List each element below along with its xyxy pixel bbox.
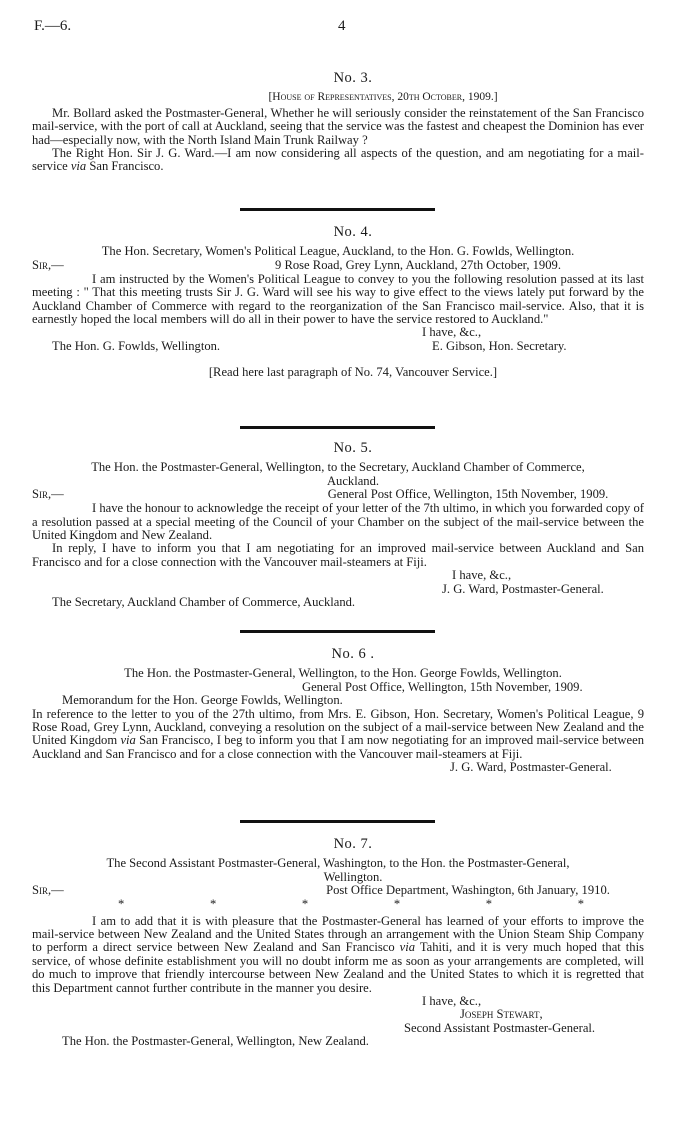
section-title: No. 5. bbox=[333, 440, 373, 456]
letter-address: The Hon. Secretary, Women's Political League, Auckland, to the Hon. G. Fowlds, Wellington. bbox=[101, 244, 575, 259]
letter-body bbox=[32, 915, 644, 995]
dateline: General Post Office, Wellington, 15th November, 1909. bbox=[302, 679, 583, 694]
letter-address-line2: Wellington. bbox=[323, 869, 383, 884]
question-paragraph: Mr. Bollard asked the Postmaster-General, Whether he will seriously consider the reinstatement of the San Francisco mail-service, with the port of call at Auckland, seeing that the service was the fastest and cheapest the Dominion has ever had—especially now, with the North Island Main Trunk Railway ? bbox=[32, 105, 644, 147]
letter-body-text-end: Tahiti, and it is very much hoped that this service, of whose definite establishment you will no doubt inform me as soon as your arrangements are completed, will do much to improve that friendly intercourse between New Zealand and the United States to which it is regretted that this Department cannot further contribute in the manner you desire. bbox=[32, 940, 645, 995]
letter-recipient: The Secretary, Auckland Chamber of Commerce, Auckland. bbox=[52, 595, 356, 610]
section-title: No. 3. bbox=[333, 70, 373, 86]
letter-body bbox=[32, 708, 644, 762]
salutation-line bbox=[32, 884, 644, 898]
section-title: No. 7. bbox=[333, 836, 373, 852]
document-code: F.—6. bbox=[34, 18, 72, 34]
star: * bbox=[118, 897, 125, 912]
section-subhead: [House of Representatives, 20th October, 1909.] bbox=[268, 91, 498, 104]
section-divider bbox=[240, 820, 435, 823]
answer-text-end: San Francisco. bbox=[86, 159, 164, 174]
letter-signer: E. Gibson, Hon. Secretary. bbox=[432, 338, 567, 353]
answer-text: The Right Hon. Sir J. G. Ward.—I am now considering all aspects of the question, and am negotiating for a mail-service bbox=[32, 146, 644, 174]
editor-note: [Read here last paragraph of No. 74, Vancouver Service.] bbox=[208, 364, 498, 379]
via-text: via bbox=[399, 940, 416, 955]
letter-paragraph: I have the honour to acknowledge the receipt of your letter of the 7th ultimo, in which you forwarded copy of a resolution passed at a special meeting of the Council of your Chamber on the subject of the mail-service between the United Kingdom and New Zealand. bbox=[32, 501, 644, 543]
letter-address: The Second Assistant Postmaster-General, Washington, to the Hon. the Postmaster-General, bbox=[106, 856, 570, 871]
letter-recipient: The Hon. the Postmaster-General, Wellington, New Zealand. bbox=[62, 1034, 369, 1049]
letter-body: I am instructed by the Women's Political League to convey to you the following resolution passed at its last meeting : " That this meeting trusts Sir J. G. Ward will see his way to give effect to the views lately put forward by the Auckland Chamber of Commerce with regard to the reorganization of the San Francisco mail-service. Also, that it is earnestly hoped the local members will do all in their power to have the service restored to Auckland." bbox=[32, 271, 644, 327]
omission-stars bbox=[32, 898, 644, 911]
letter-body-text: I am to add that it is with pleasure that the Postmaster-General has learned of your efforts to improve the mail-service between New Zealand and the United States through an arrangement with the Union Steam Ship Company to perform a direct service between New Zealand and San Francisco bbox=[32, 913, 644, 955]
via-text: via bbox=[70, 159, 87, 174]
star: * bbox=[301, 897, 309, 912]
dateline: Post Office Department, Washington, 6th January, 1910. bbox=[326, 883, 610, 898]
letter-signer-title: Second Assistant Postmaster-General. bbox=[404, 1020, 596, 1035]
dateline: General Post Office, Wellington, 15th November, 1909. bbox=[327, 487, 609, 502]
letter-signer: J. G. Ward, Postmaster-General. bbox=[442, 581, 604, 596]
section-divider bbox=[240, 426, 435, 429]
star: * bbox=[485, 897, 493, 912]
star: * bbox=[393, 897, 401, 912]
letter-close: I have, &c., bbox=[422, 325, 482, 340]
section-no-6 bbox=[32, 646, 644, 775]
memorandum-line: Memorandum for the Hon. George Fowlds, Wellington. bbox=[62, 693, 343, 708]
letter-paragraph: In reply, I have to inform you that I am negotiating for an improved mail-service between Auckland and San Francisco and for a close connection with the Vancouver mail-steamers at Fiji. bbox=[32, 541, 644, 569]
section-no-3 bbox=[32, 70, 644, 174]
star: * bbox=[577, 897, 584, 912]
answer-paragraph bbox=[32, 147, 644, 174]
salutation-line bbox=[32, 488, 644, 502]
letter-address-line2: Auckland. bbox=[326, 473, 380, 488]
dateline: 9 Rose Road, Grey Lynn, Auckland, 27th October, 1909. bbox=[275, 257, 561, 272]
letter-address: The Hon. the Postmaster-General, Wellington, to the Hon. George Fowlds, Wellington. bbox=[124, 666, 562, 681]
salutation: Sir,— bbox=[32, 883, 64, 898]
section-divider bbox=[240, 630, 435, 633]
section-title: No. 6 . bbox=[331, 646, 375, 662]
letter-close: I have, &c., bbox=[422, 994, 482, 1009]
section-divider bbox=[240, 208, 435, 211]
star: * bbox=[209, 897, 217, 912]
letter-signer: J. G. Ward, Postmaster-General. bbox=[450, 760, 612, 775]
salutation: Sir,— bbox=[32, 487, 64, 502]
section-title: No. 4. bbox=[333, 224, 373, 240]
letter-recipient: The Hon. G. Fowlds, Wellington. bbox=[52, 338, 221, 353]
page-number: 4 bbox=[338, 18, 346, 34]
salutation-line bbox=[32, 259, 644, 273]
letter-body-text-end: San Francisco, I beg to inform you that I am now negotiating for an improved mail-service between Auckland and San Francisco and for a close connection with the Vancouver mail-steamers at Fiji. bbox=[32, 733, 644, 761]
letter-close: I have, &c., bbox=[452, 568, 512, 583]
section-no-7 bbox=[32, 836, 645, 1049]
section-no-5 bbox=[32, 440, 644, 610]
letter-body-text: In reference to the letter to you of the 27th ultimo, from Mrs. E. Gibson, Hon. Secretary, Women's Political League, 9 Rose Road, Grey Lynn, Auckland, conveying a resolution on the subject of a mail-service between New Zealand and the United Kingdom bbox=[32, 706, 644, 748]
letter-signer-name: Joseph Stewart, bbox=[460, 1007, 543, 1022]
section-no-4 bbox=[32, 224, 644, 379]
signature-line bbox=[32, 340, 644, 354]
salutation: Sir,— bbox=[32, 257, 64, 272]
via-text: via bbox=[120, 733, 136, 748]
letter-address: The Hon. the Postmaster-General, Wellington, to the Secretary, Auckland Chamber of Commerce, bbox=[91, 460, 585, 475]
